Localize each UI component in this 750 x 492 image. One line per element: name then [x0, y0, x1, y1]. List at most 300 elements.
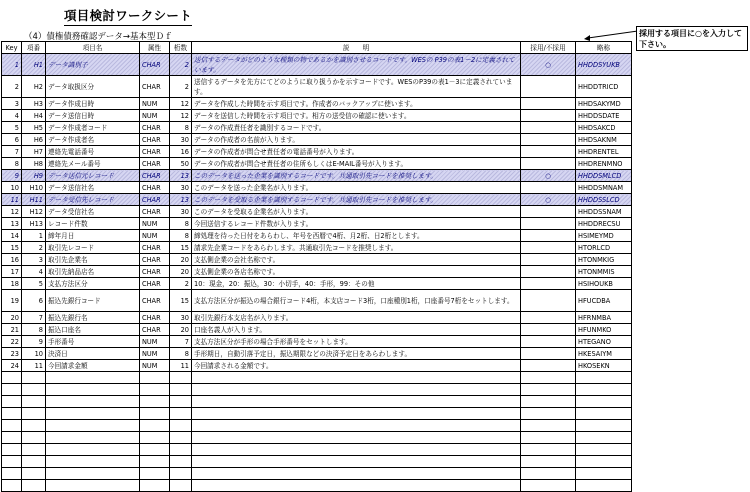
cell-key: 6: [2, 134, 22, 146]
empty-cell: [2, 420, 22, 432]
cell-no: H11: [22, 194, 46, 206]
cell-desc: データの作成者が問合せ責任者の住所もしくはE-MAIL番号が入ります。: [192, 158, 521, 170]
cell-desc: 支払側企業の各店名称です。: [192, 266, 521, 278]
cell-len: 30: [170, 206, 192, 218]
cell-desc: データを送信した時間を示す項目です。相方の送受信の確認に使います。: [192, 110, 521, 122]
col-desc-header: 説 明: [192, 42, 521, 54]
cell-key: 4: [2, 110, 22, 122]
cell-name: 連絡先電話番号: [46, 146, 140, 158]
col-len-header: 桁数: [170, 42, 192, 54]
cell-desc: 支払側企業の会社名称です。: [192, 254, 521, 266]
cell-key: 17: [2, 266, 22, 278]
cell-no: H7: [22, 146, 46, 158]
table-row: [2, 336, 632, 348]
cell-key: 20: [2, 312, 22, 324]
cell-no: H1: [22, 54, 46, 76]
cell-desc: 送信するデータがどのような種類の物であるかを識別させるコードです。WESの P39の表1－2に定義されています。: [192, 54, 521, 76]
cell-abbr: HHDDSSNAM: [576, 206, 632, 218]
empty-cell: [576, 432, 632, 444]
cell-key: 7: [2, 146, 22, 158]
table-row: [2, 110, 632, 122]
cell-adopt[interactable]: [521, 230, 576, 242]
cell-type: NUM: [140, 360, 170, 372]
table-row: [2, 360, 632, 372]
empty-cell: [576, 384, 632, 396]
cell-name: 連絡先メール番号: [46, 158, 140, 170]
empty-cell: [140, 432, 170, 444]
table-row: [2, 206, 632, 218]
cell-adopt[interactable]: [521, 146, 576, 158]
cell-adopt[interactable]: [521, 266, 576, 278]
empty-cell: [170, 420, 192, 432]
empty-cell: [140, 468, 170, 480]
empty-cell: [46, 420, 140, 432]
table-row: [2, 76, 632, 98]
cell-abbr: HHDSAKNM: [576, 134, 632, 146]
cell-type: CHAR: [140, 76, 170, 98]
cell-len: 8: [170, 230, 192, 242]
empty-cell: [2, 432, 22, 444]
empty-cell: [192, 396, 521, 408]
empty-row: [2, 384, 632, 396]
cell-desc: このデータを受取る企業名が入ります。: [192, 206, 521, 218]
table-row: [2, 242, 632, 254]
cell-abbr: HTONMKIG: [576, 254, 632, 266]
empty-cell: [170, 480, 192, 492]
empty-cell: [22, 372, 46, 384]
cell-abbr: HTONMMIS: [576, 266, 632, 278]
cell-adopt[interactable]: [521, 336, 576, 348]
cell-desc: 取引先銀行本支店名が入ります。: [192, 312, 521, 324]
cell-name: データ取扱区分: [46, 76, 140, 98]
cell-type: NUM: [140, 348, 170, 360]
cell-name: データ識別子: [46, 54, 140, 76]
cell-name: レコード件数: [46, 218, 140, 230]
cell-type: CHAR: [140, 324, 170, 336]
empty-cell: [576, 456, 632, 468]
table-row: [2, 230, 632, 242]
empty-cell: [170, 456, 192, 468]
cell-no: H13: [22, 218, 46, 230]
empty-cell: [46, 456, 140, 468]
cell-key: 5: [2, 122, 22, 134]
cell-adopt[interactable]: [521, 76, 576, 98]
cell-key: 13: [2, 218, 22, 230]
cell-name: データ受信先レコード: [46, 194, 140, 206]
cell-no: 5: [22, 278, 46, 290]
cell-len: 15: [170, 290, 192, 312]
empty-cell: [22, 432, 46, 444]
col-name-header: 項目名: [46, 42, 140, 54]
empty-cell: [46, 480, 140, 492]
cell-adopt[interactable]: ○: [521, 170, 576, 182]
empty-row: [2, 408, 632, 420]
empty-cell: [2, 396, 22, 408]
empty-cell: [22, 396, 46, 408]
empty-cell[interactable]: [521, 432, 576, 444]
cell-adopt[interactable]: [521, 206, 576, 218]
cell-no: H4: [22, 110, 46, 122]
empty-cell: [2, 468, 22, 480]
empty-cell: [2, 444, 22, 456]
cell-desc: 請求先企業コードをあらわします。共通取引先コードを推奨します。: [192, 242, 521, 254]
empty-cell: [576, 372, 632, 384]
cell-adopt[interactable]: [521, 278, 576, 290]
cell-desc: 支払方法区分が振込の場合銀行コード4桁，本支店コード3桁，口座種別1桁，口座番号7桁をセットします。: [192, 290, 521, 312]
cell-len: 8: [170, 122, 192, 134]
empty-row: [2, 432, 632, 444]
table-row: [2, 290, 632, 312]
cell-name: 手形番号: [46, 336, 140, 348]
cell-name: 取引先納品店名: [46, 266, 140, 278]
cell-type: CHAR: [140, 206, 170, 218]
cell-key: 19: [2, 290, 22, 312]
col-type-header: 属性: [140, 42, 170, 54]
empty-cell: [576, 480, 632, 492]
empty-cell: [22, 420, 46, 432]
empty-cell: [576, 408, 632, 420]
cell-abbr: HHDRENTEL: [576, 146, 632, 158]
cell-abbr: HHDDRECSU: [576, 218, 632, 230]
empty-cell: [140, 480, 170, 492]
empty-cell: [2, 480, 22, 492]
empty-cell: [192, 480, 521, 492]
cell-name: 取引先企業名: [46, 254, 140, 266]
empty-cell: [576, 396, 632, 408]
empty-cell: [140, 408, 170, 420]
empty-row: [2, 480, 632, 492]
cell-type: CHAR: [140, 278, 170, 290]
cell-len: 8: [170, 348, 192, 360]
cell-len: 2: [170, 76, 192, 98]
cell-name: 振込口座名: [46, 324, 140, 336]
cell-len: 20: [170, 254, 192, 266]
empty-cell: [46, 396, 140, 408]
table-row: [2, 194, 632, 206]
empty-cell: [46, 432, 140, 444]
empty-cell: [22, 480, 46, 492]
cell-no: H3: [22, 98, 46, 110]
cell-abbr: HHDDTRICD: [576, 76, 632, 98]
cell-desc: 支払方法区分が手形の場合手形番号をセットします。: [192, 336, 521, 348]
cell-type: CHAR: [140, 158, 170, 170]
empty-cell: [192, 468, 521, 480]
table-row: [2, 170, 632, 182]
cell-type: CHAR: [140, 182, 170, 194]
cell-key: 15: [2, 242, 22, 254]
empty-cell: [22, 384, 46, 396]
empty-cell[interactable]: [521, 456, 576, 468]
table-row: [2, 266, 632, 278]
cell-desc: データの作成責任者を識別するコードです。: [192, 122, 521, 134]
cell-len: 11: [170, 360, 192, 372]
cell-type: CHAR: [140, 290, 170, 312]
empty-cell: [46, 408, 140, 420]
cell-key: 24: [2, 360, 22, 372]
cell-len: 15: [170, 242, 192, 254]
cell-adopt[interactable]: [521, 312, 576, 324]
cell-key: 2: [2, 76, 22, 98]
empty-cell: [170, 384, 192, 396]
col-key-header: Key: [2, 42, 22, 54]
cell-name: データ受信社名: [46, 206, 140, 218]
table-row: [2, 122, 632, 134]
cell-len: 2: [170, 278, 192, 290]
cell-desc: 10：現金，20：振込，30：小切手，40：手形，99：その他: [192, 278, 521, 290]
cell-type: NUM: [140, 110, 170, 122]
cell-type: CHAR: [140, 122, 170, 134]
cell-key: 18: [2, 278, 22, 290]
cell-len: 30: [170, 312, 192, 324]
cell-adopt[interactable]: ○: [521, 194, 576, 206]
empty-cell: [576, 444, 632, 456]
cell-key: 8: [2, 158, 22, 170]
empty-cell: [46, 384, 140, 396]
empty-cell: [22, 456, 46, 468]
empty-cell[interactable]: [521, 396, 576, 408]
cell-name: 振込先銀行コード: [46, 290, 140, 312]
cell-type: CHAR: [140, 170, 170, 182]
cell-desc: 今回送信するレコード件数が入ります。: [192, 218, 521, 230]
empty-cell[interactable]: [521, 408, 576, 420]
item-worksheet-table: [1, 41, 632, 492]
cell-adopt[interactable]: [521, 360, 576, 372]
empty-cell: [192, 420, 521, 432]
cell-abbr: HTEGANO: [576, 336, 632, 348]
cell-desc: データの作成者の名前が入ります。: [192, 134, 521, 146]
cell-type: CHAR: [140, 312, 170, 324]
empty-cell: [192, 444, 521, 456]
cell-abbr: HHDSAKYMD: [576, 98, 632, 110]
cell-name: 締年月日: [46, 230, 140, 242]
cell-no: H5: [22, 122, 46, 134]
cell-len: 13: [170, 170, 192, 182]
cell-key: 21: [2, 324, 22, 336]
cell-no: 2: [22, 242, 46, 254]
empty-cell: [140, 420, 170, 432]
cell-desc: このデータを送った企業名が入ります。: [192, 182, 521, 194]
cell-no: H9: [22, 170, 46, 182]
empty-row: [2, 396, 632, 408]
cell-type: NUM: [140, 230, 170, 242]
empty-cell: [170, 468, 192, 480]
cell-desc: 今回請求される金額です。: [192, 360, 521, 372]
cell-no: 7: [22, 312, 46, 324]
cell-desc: データの作成者が問合せ責任者の電話番号が入ります。: [192, 146, 521, 158]
empty-cell: [140, 444, 170, 456]
empty-cell[interactable]: [521, 480, 576, 492]
table-row: [2, 348, 632, 360]
empty-row: [2, 372, 632, 384]
empty-cell: [192, 456, 521, 468]
cell-key: 9: [2, 170, 22, 182]
cell-type: NUM: [140, 98, 170, 110]
table-row: [2, 98, 632, 110]
empty-cell: [140, 384, 170, 396]
empty-cell: [22, 408, 46, 420]
cell-no: 4: [22, 266, 46, 278]
cell-adopt[interactable]: ○: [521, 54, 576, 76]
empty-cell: [140, 396, 170, 408]
empty-cell: [192, 384, 521, 396]
cell-len: 30: [170, 134, 192, 146]
cell-type: CHAR: [140, 194, 170, 206]
cell-abbr: HHDDSYUKB: [576, 54, 632, 76]
table-row: [2, 134, 632, 146]
cell-adopt[interactable]: [521, 134, 576, 146]
empty-cell: [22, 444, 46, 456]
cell-desc: 送信するデータを先方にてどのように取り扱うかを示すコードです。WESのP39の表1－3に定義されています。: [192, 76, 521, 98]
empty-cell: [170, 396, 192, 408]
cell-len: 8: [170, 218, 192, 230]
empty-cell: [2, 456, 22, 468]
empty-cell: [2, 408, 22, 420]
empty-cell: [170, 444, 192, 456]
cell-name: データ作成者コード: [46, 122, 140, 134]
cell-key: 16: [2, 254, 22, 266]
cell-type: CHAR: [140, 266, 170, 278]
empty-cell: [192, 432, 521, 444]
cell-name: 振込先銀行名: [46, 312, 140, 324]
cell-type: NUM: [140, 218, 170, 230]
cell-abbr: HFRNMBA: [576, 312, 632, 324]
header-row: [2, 42, 632, 54]
col-adopt-header: 採用/不採用: [521, 42, 576, 54]
cell-key: 11: [2, 194, 22, 206]
cell-abbr: HTORLCD: [576, 242, 632, 254]
cell-no: 6: [22, 290, 46, 312]
empty-cell[interactable]: [521, 372, 576, 384]
col-abbr-header: 略称: [576, 42, 632, 54]
cell-adopt[interactable]: [521, 242, 576, 254]
empty-cell: [192, 408, 521, 420]
table-row: [2, 312, 632, 324]
cell-no: H6: [22, 134, 46, 146]
cell-abbr: HHDSAKCD: [576, 122, 632, 134]
table-row: [2, 146, 632, 158]
sheet-subtitle: （4）債権債務確認データ→基本型Ｄｆ: [24, 32, 173, 42]
empty-cell: [576, 420, 632, 432]
cell-adopt[interactable]: [521, 182, 576, 194]
cell-len: 13: [170, 194, 192, 206]
cell-len: 12: [170, 98, 192, 110]
cell-name: データ送信社名: [46, 182, 140, 194]
cell-abbr: HSIMEYMD: [576, 230, 632, 242]
cell-desc: このデータを送った企業を識別するコードです。共通取引先コードを推奨します。: [192, 170, 521, 182]
cell-len: 30: [170, 182, 192, 194]
empty-cell: [576, 468, 632, 480]
cell-abbr: HHDDSMNAM: [576, 182, 632, 194]
empty-cell: [2, 384, 22, 396]
empty-cell: [170, 432, 192, 444]
cell-key: 10: [2, 182, 22, 194]
cell-key: 12: [2, 206, 22, 218]
cell-adopt[interactable]: [521, 98, 576, 110]
empty-cell: [2, 372, 22, 384]
empty-cell[interactable]: [521, 444, 576, 456]
empty-cell[interactable]: [521, 420, 576, 432]
cell-type: CHAR: [140, 134, 170, 146]
empty-row: [2, 420, 632, 432]
cell-no: 10: [22, 348, 46, 360]
cell-desc: 口座名義人が入ります。: [192, 324, 521, 336]
cell-adopt[interactable]: [521, 324, 576, 336]
cell-adopt[interactable]: [521, 348, 576, 360]
empty-cell: [170, 372, 192, 384]
empty-cell: [46, 468, 140, 480]
sheet-title: 項目検討ワークシート: [64, 6, 192, 26]
cell-key: 14: [2, 230, 22, 242]
cell-no: 9: [22, 336, 46, 348]
cell-name: データ送信日時: [46, 110, 140, 122]
cell-adopt[interactable]: [521, 110, 576, 122]
cell-adopt[interactable]: [521, 218, 576, 230]
cell-name: 今回請求金額: [46, 360, 140, 372]
cell-type: CHAR: [140, 242, 170, 254]
cell-name: 支払方法区分: [46, 278, 140, 290]
empty-cell: [22, 468, 46, 480]
cell-type: CHAR: [140, 146, 170, 158]
cell-no: 8: [22, 324, 46, 336]
cell-name: 取引先レコード: [46, 242, 140, 254]
table-row: [2, 324, 632, 336]
adoption-note: 採用する項目に○を入力して下さい。: [636, 26, 748, 51]
cell-len: 12: [170, 110, 192, 122]
cell-len: 16: [170, 146, 192, 158]
empty-cell[interactable]: [521, 384, 576, 396]
cell-no: H8: [22, 158, 46, 170]
table-row: [2, 278, 632, 290]
cell-abbr: HFUCDBA: [576, 290, 632, 312]
cell-name: データ送信元レコード: [46, 170, 140, 182]
cell-len: 7: [170, 336, 192, 348]
cell-adopt[interactable]: [521, 122, 576, 134]
cell-abbr: HHDRENMNO: [576, 158, 632, 170]
table-row: [2, 54, 632, 76]
cell-key: 1: [2, 54, 22, 76]
cell-adopt[interactable]: [521, 254, 576, 266]
table-row: [2, 218, 632, 230]
cell-no: H12: [22, 206, 46, 218]
cell-len: 2: [170, 54, 192, 76]
cell-key: 23: [2, 348, 22, 360]
cell-abbr: HHDDSDATE: [576, 110, 632, 122]
cell-type: CHAR: [140, 54, 170, 76]
cell-no: H2: [22, 76, 46, 98]
cell-adopt[interactable]: [521, 158, 576, 170]
cell-name: データ作成者名: [46, 134, 140, 146]
cell-desc: データを作成した時間を示す項目です。作成者のバックアップに使います。: [192, 98, 521, 110]
cell-no: 3: [22, 254, 46, 266]
empty-cell[interactable]: [521, 468, 576, 480]
table-row: [2, 254, 632, 266]
cell-type: NUM: [140, 336, 170, 348]
empty-cell: [192, 372, 521, 384]
cell-name: 決済日: [46, 348, 140, 360]
empty-cell: [170, 408, 192, 420]
cell-adopt[interactable]: [521, 290, 576, 312]
empty-row: [2, 456, 632, 468]
cell-name: データ作成日時: [46, 98, 140, 110]
cell-no: 1: [22, 230, 46, 242]
table-body: [2, 54, 632, 492]
col-no-header: 項番: [22, 42, 46, 54]
table-row: [2, 182, 632, 194]
cell-no: H10: [22, 182, 46, 194]
cell-abbr: HKESAIYM: [576, 348, 632, 360]
empty-row: [2, 444, 632, 456]
cell-desc: 締処理を待った日付をあらわし、年号を西暦で4桁、月2桁、日2桁とします。: [192, 230, 521, 242]
